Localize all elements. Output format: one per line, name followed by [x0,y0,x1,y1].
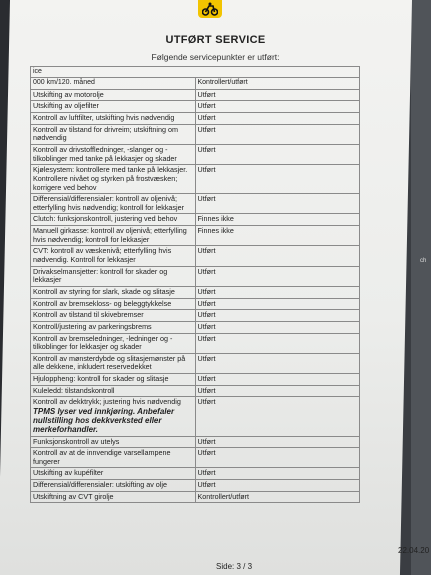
table-row [31,113,360,125]
task-text: Manuell girkasse: kontroll av oljenivå; etterfylling hvis nødvendig; kontroll for lekkasjer [33,226,187,244]
section-header-row [31,78,360,89]
table-row [31,246,360,266]
task-text: Kontroll av tilstand for drivreim; utskiftning om nødvendig [33,124,179,143]
table-row [31,124,360,144]
task-text: Kontroll av styring for slark, skade og slitasje [33,286,175,296]
section-interval: 000 km/120. måned [31,78,196,89]
status-cell: Kontrollert/utført [195,491,360,503]
status-cell: Utført [195,385,360,397]
task-cell [31,448,196,468]
table-row [31,214,360,226]
status-cell: Utført [195,480,360,492]
task-text: Kontroll av drivstoffledninger, -slanger og -tilkoblinger med tanke på lekkasjer og skader [33,144,177,163]
task-cell [31,353,196,373]
task-text: Kontroll av dekktrykk; justering hvis nødvendig [33,397,181,407]
task-cell [31,286,196,298]
status-cell: Utført [195,101,360,113]
task-text: Kjølesystem: kontrollere med tanke på lekkasjer. Kontrollere nivået og styrken på frostvæsken; korrigere ved behov [33,165,188,192]
table-row [31,89,360,101]
table-row [31,286,360,298]
status-cell: Utført [195,124,360,144]
table-row [31,353,360,373]
status-cell: Utført [195,298,360,310]
task-cell [31,397,196,436]
task-cell [31,298,196,310]
task-text: Clutch: funksjonskontroll, justering ved behov [33,214,178,224]
page-number: Side: 3 / 3 [216,562,253,571]
task-cell [31,468,196,480]
task-text: Kontroll av luftfilter, utskifting hvis nødvendig [33,113,175,123]
table-row [31,448,360,468]
task-cell [31,266,196,286]
task-cell [31,101,196,113]
side-mark: ch [420,258,427,264]
status-cell: Utført [195,266,360,286]
status-cell: Utført [195,468,360,480]
table-row [31,266,360,286]
status-cell: Utført [195,397,360,436]
table-row [31,333,360,353]
task-text: Drivakselmansjetter: kontroll for skader og lekkasjer [33,266,168,285]
table-row [31,397,360,436]
table-row [31,436,360,448]
task-text: Kontroll av at de innvendige varsellampene fungerer [33,448,171,466]
table-row [31,144,360,164]
task-cell [31,480,196,492]
status-cell: Utført [195,286,360,298]
status-cell: Utført [195,144,360,164]
table-row [31,480,360,492]
task-text: CVT: kontroll av væskenivå; etterfylling hvis nødvendig. Kontroll for lekkasjer [33,246,172,265]
background-right [411,0,431,575]
status-cell: Utført [195,165,360,194]
table-row [31,226,360,246]
table-row [31,194,360,214]
section-label-row [31,67,360,78]
status-cell: Utført [195,194,360,214]
task-cell [31,165,196,194]
task-cell [31,374,196,386]
status-cell: Utført [195,436,360,448]
status-header: Kontrollert/utført [195,78,360,89]
table-row [31,310,360,322]
status-cell: Utført [195,246,360,266]
task-cell [31,124,196,144]
task-cell [31,226,196,246]
task-cell [31,214,196,226]
status-cell: Utført [195,374,360,386]
table-row [31,374,360,386]
task-text: Kontroll av mønsterdybde og slitasjemønster på alle dekkene, inkludert reservedekket [33,353,186,372]
task-cell [31,321,196,333]
task-cell [31,310,196,322]
motorcycle-icon [202,2,218,16]
task-note: TPMS lyser ved innkjøring. Anbefaler nullstilling hos dekkverksted eller merkeforhandler. [33,407,175,435]
page-title: UTFØRT SERVICE [165,34,266,46]
table-row [31,298,360,310]
table-row [31,385,360,397]
table-row [31,165,360,194]
task-text: Kontroll av bremsekloss- og beleggtykkelse [33,298,172,308]
table-row [31,468,360,480]
status-cell: Finnes ikke [195,226,360,246]
page-subtitle: Følgende servicepunkter er utført: [151,52,280,62]
task-cell [31,144,196,164]
status-cell: Utført [195,333,360,353]
task-text: Hjuloppheng: kontroll for skader og slitasje [33,374,169,384]
task-text: Kontroll av tilstand til skivebremser [33,310,144,320]
status-cell: Utført [195,310,360,322]
status-cell: Finnes ikke [195,214,360,226]
task-cell [31,436,196,448]
table-row [31,101,360,113]
task-cell [31,385,196,397]
status-cell: Utført [195,89,360,101]
task-text: Differensial/differensialer: utskifting av olje [33,480,167,490]
service-table [30,66,360,503]
status-cell: Utført [195,448,360,468]
task-text: Utskifting av kupéfilter [33,468,104,478]
document-date: 22.04.20 [398,546,430,555]
task-text: Kuleledd: tilstandskontroll [33,385,115,395]
task-text: Kontroll/justering av parkeringsbrems [33,321,152,331]
task-text: Utskifting av motorolje [33,89,104,99]
task-cell [31,194,196,214]
task-cell [31,333,196,353]
section-label: ice [31,67,360,78]
task-text: Utskifting av oljefilter [33,101,99,111]
table-row [31,321,360,333]
table-row-last [31,491,360,503]
status-cell: Utført [195,321,360,333]
brand-logo [198,0,222,18]
task-cell [31,246,196,266]
task-text: Funksjonskontroll av utelys [33,436,120,446]
status-cell: Utført [195,353,360,373]
task-cell [31,89,196,101]
status-cell: Utført [195,113,360,125]
task-cell: Utskiftning av CVT girolje [31,491,196,503]
task-text: Kontroll av bremseledninger, -ledninger og -tilkoblinger for lekkasjer og skader [33,333,173,352]
task-cell [31,113,196,125]
task-text: Differensial/differensialer: kontroll av oljenivå; etterfylling hvis nødvendig; kontroll for lekkasjer [33,194,185,212]
